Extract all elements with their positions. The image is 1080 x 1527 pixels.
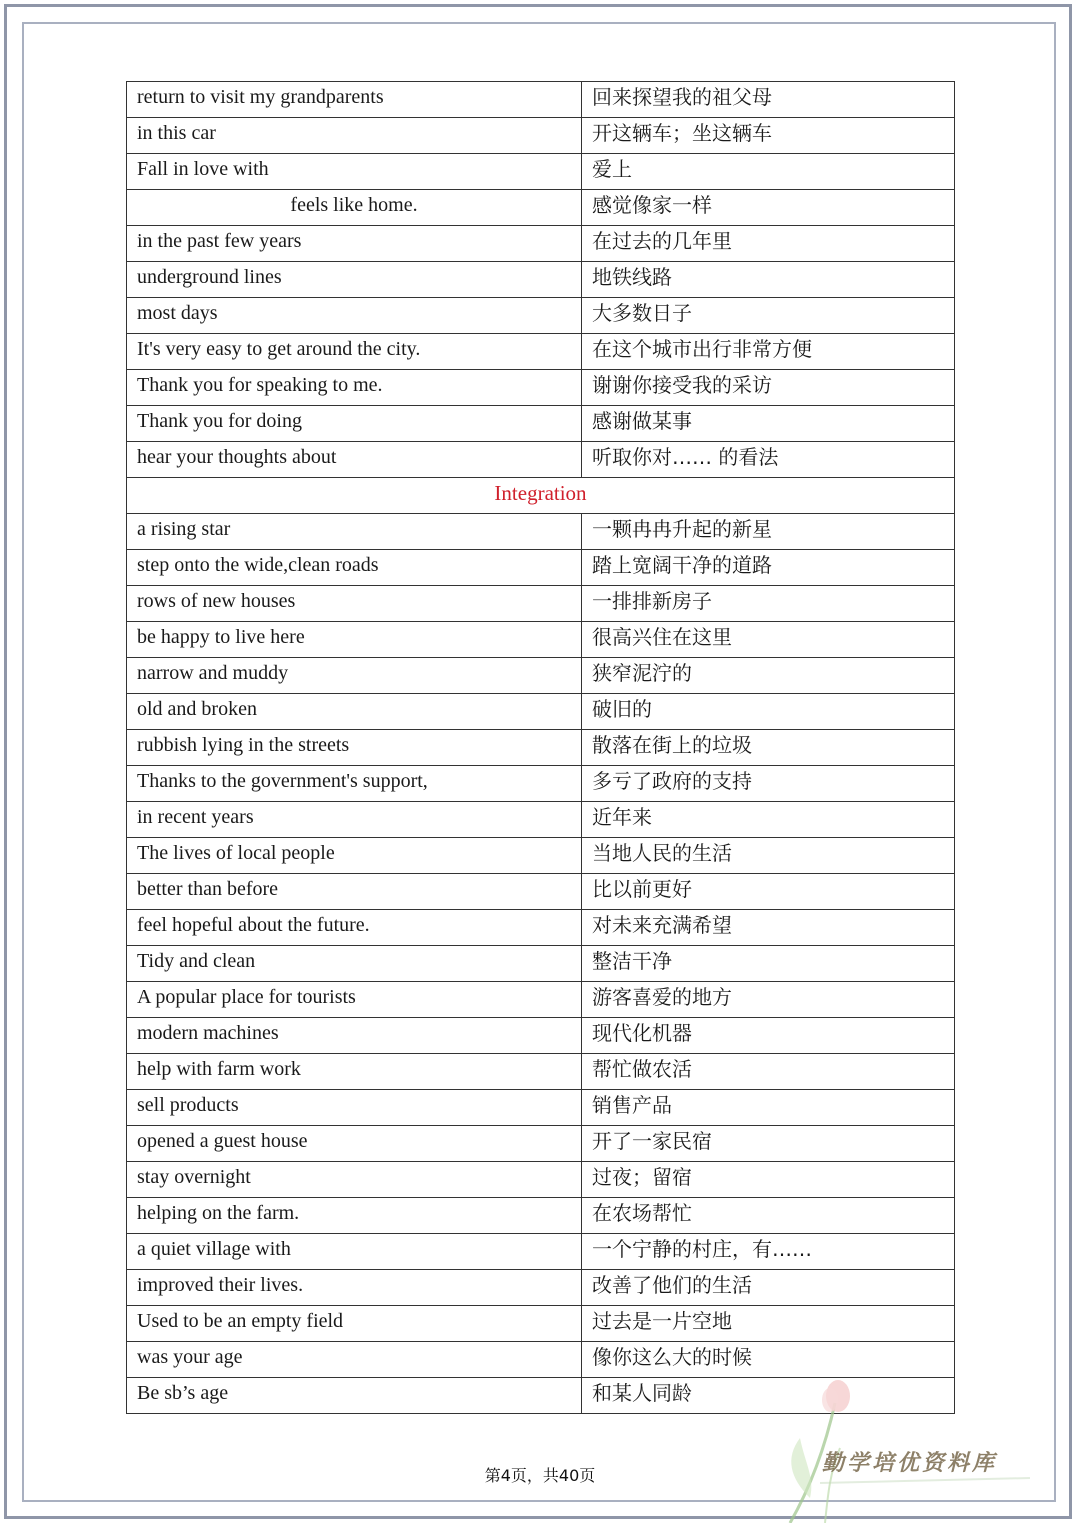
- english-phrase: return to visit my grandparents: [127, 82, 582, 118]
- chinese-translation: 很高兴住在这里: [582, 622, 955, 658]
- chinese-translation: 当地人民的生活: [582, 838, 955, 874]
- chinese-translation: 一个宁静的村庄，有……: [582, 1234, 955, 1270]
- vocabulary-table: [126, 81, 955, 1414]
- table-row: [127, 82, 955, 118]
- english-phrase: Used to be an empty field: [127, 1306, 582, 1342]
- english-phrase: improved their lives.: [127, 1270, 582, 1306]
- chinese-translation: 像你这么大的时候: [582, 1342, 955, 1378]
- table-row: [127, 586, 955, 622]
- english-phrase: Tidy and clean: [127, 946, 582, 982]
- table-row: [127, 946, 955, 982]
- chinese-translation: 比以前更好: [582, 874, 955, 910]
- english-phrase: a quiet village with: [127, 1234, 582, 1270]
- table-row: [127, 442, 955, 478]
- english-phrase: Thanks to the government's support,: [127, 766, 582, 802]
- english-phrase: a rising star: [127, 514, 582, 550]
- english-phrase: The lives of local people: [127, 838, 582, 874]
- chinese-translation: 大多数日子: [582, 298, 955, 334]
- english-phrase: old and broken: [127, 694, 582, 730]
- chinese-translation: 开这辆车；坐这辆车: [582, 118, 955, 154]
- english-phrase: most days: [127, 298, 582, 334]
- table-row: [127, 1090, 955, 1126]
- table-row: [127, 658, 955, 694]
- english-phrase: opened a guest house: [127, 1126, 582, 1162]
- table-row: [127, 730, 955, 766]
- english-phrase: feels like home.: [127, 190, 582, 226]
- chinese-translation: 对未来充满希望: [582, 910, 955, 946]
- table-row: [127, 298, 955, 334]
- english-phrase: feel hopeful about the future.: [127, 910, 582, 946]
- table-row: [127, 514, 955, 550]
- chinese-translation: 地铁线路: [582, 262, 955, 298]
- chinese-translation: 帮忙做农活: [582, 1054, 955, 1090]
- chinese-translation: 一排排新房子: [582, 586, 955, 622]
- english-phrase: stay overnight: [127, 1162, 582, 1198]
- english-phrase: sell products: [127, 1090, 582, 1126]
- english-phrase: Thank you for speaking to me.: [127, 370, 582, 406]
- chinese-translation: 谢谢你接受我的采访: [582, 370, 955, 406]
- table-row: [127, 1162, 955, 1198]
- english-phrase: be happy to live here: [127, 622, 582, 658]
- section-title: Integration: [127, 478, 955, 514]
- chinese-translation: 听取你对…… 的看法: [582, 442, 955, 478]
- chinese-translation: 游客喜爱的地方: [582, 982, 955, 1018]
- table-row: [127, 1126, 955, 1162]
- english-phrase: Fall in love with: [127, 154, 582, 190]
- english-phrase: It's very easy to get around the city.: [127, 334, 582, 370]
- chinese-translation: 多亏了政府的支持: [582, 766, 955, 802]
- chinese-translation: 现代化机器: [582, 1018, 955, 1054]
- table-row: [127, 1342, 955, 1378]
- table-row: [127, 910, 955, 946]
- chinese-translation: 散落在街上的垃圾: [582, 730, 955, 766]
- english-phrase: underground lines: [127, 262, 582, 298]
- chinese-translation: 回来探望我的祖父母: [582, 82, 955, 118]
- table-row: [127, 622, 955, 658]
- table-row: [127, 1306, 955, 1342]
- chinese-translation: 过夜；留宿: [582, 1162, 955, 1198]
- table-row: [127, 190, 955, 226]
- chinese-translation: 感觉像家一样: [582, 190, 955, 226]
- chinese-translation: 销售产品: [582, 1090, 955, 1126]
- table-row: [127, 1270, 955, 1306]
- table-row: [127, 118, 955, 154]
- english-phrase: narrow and muddy: [127, 658, 582, 694]
- table-row: [127, 154, 955, 190]
- table-row: [127, 1234, 955, 1270]
- page-number: 第4页，共40页: [484, 1466, 596, 1485]
- chinese-translation: 一颗冉冉升起的新星: [582, 514, 955, 550]
- chinese-translation: 在过去的几年里: [582, 226, 955, 262]
- english-phrase: help with farm work: [127, 1054, 582, 1090]
- chinese-translation: 感谢做某事: [582, 406, 955, 442]
- table-row: [127, 694, 955, 730]
- table-row: [127, 334, 955, 370]
- english-phrase: step onto the wide,clean roads: [127, 550, 582, 586]
- english-phrase: helping on the farm.: [127, 1198, 582, 1234]
- english-phrase: in this car: [127, 118, 582, 154]
- table-row: [127, 1018, 955, 1054]
- table-row: [127, 550, 955, 586]
- chinese-translation: 改善了他们的生活: [582, 1270, 955, 1306]
- english-phrase: in the past few years: [127, 226, 582, 262]
- english-phrase: Thank you for doing: [127, 406, 582, 442]
- english-phrase: in recent years: [127, 802, 582, 838]
- table-row: [127, 370, 955, 406]
- chinese-translation: 狭窄泥泞的: [582, 658, 955, 694]
- english-phrase: hear your thoughts about: [127, 442, 582, 478]
- chinese-translation: 近年来: [582, 802, 955, 838]
- english-phrase: A popular place for tourists: [127, 982, 582, 1018]
- table-row: [127, 262, 955, 298]
- english-phrase: was your age: [127, 1342, 582, 1378]
- chinese-translation: 爱上: [582, 154, 955, 190]
- chinese-translation: 在这个城市出行非常方便: [582, 334, 955, 370]
- table-row: [127, 802, 955, 838]
- section-header-row: [127, 478, 955, 514]
- chinese-translation: 开了一家民宿: [582, 1126, 955, 1162]
- table-row: [127, 766, 955, 802]
- chinese-translation: 踏上宽阔干净的道路: [582, 550, 955, 586]
- table-row: [127, 982, 955, 1018]
- english-phrase: Be sb’s age: [127, 1378, 582, 1414]
- english-phrase: rubbish lying in the streets: [127, 730, 582, 766]
- english-phrase: better than before: [127, 874, 582, 910]
- chinese-translation: 破旧的: [582, 694, 955, 730]
- english-phrase: rows of new houses: [127, 586, 582, 622]
- table-row: [127, 838, 955, 874]
- table-row: [127, 1198, 955, 1234]
- chinese-translation: 整洁干净: [582, 946, 955, 982]
- chinese-translation: 过去是一片空地: [582, 1306, 955, 1342]
- table-row: [127, 1054, 955, 1090]
- table-row: [127, 406, 955, 442]
- chinese-translation: 和某人同龄: [582, 1378, 955, 1414]
- chinese-translation: 在农场帮忙: [582, 1198, 955, 1234]
- table-row: [127, 226, 955, 262]
- watermark-logo-text: 勤学培优资料库: [822, 1451, 998, 1476]
- english-phrase: modern machines: [127, 1018, 582, 1054]
- table-row: [127, 874, 955, 910]
